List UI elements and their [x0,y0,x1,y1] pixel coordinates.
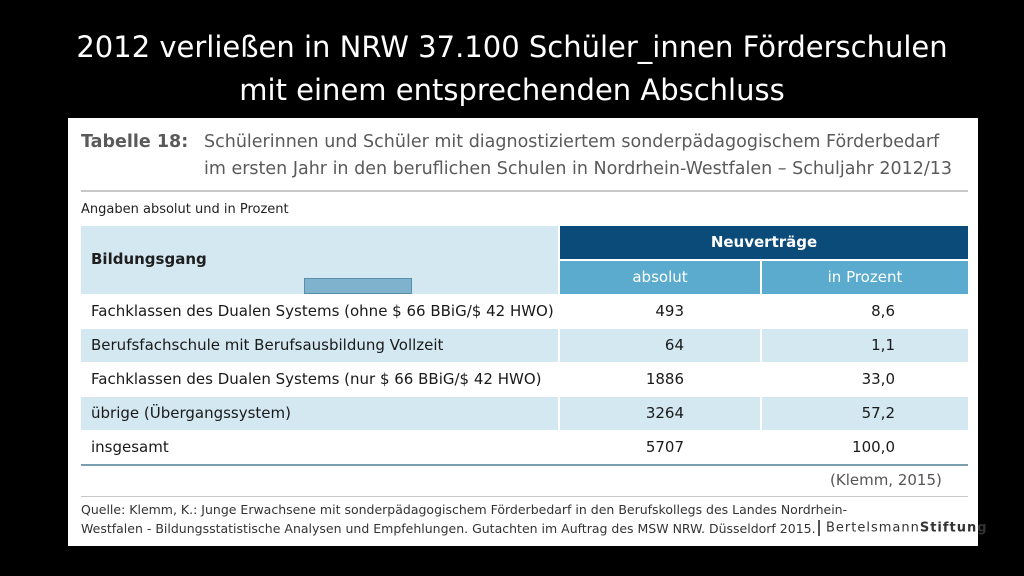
table-caption-line-1: Schülerinnen und Schüler mit diagnostiziertem sonderpädagogischem Förderbedarf [204,132,940,152]
table-row [81,329,968,362]
slide-title-line-1: 2012 verließen in NRW 37.100 Schüler_innen Förderschulen [76,30,948,64]
source-rule [81,496,968,497]
row-label: Berufsfachschule mit Berufsausbildung Vollzeit [81,329,558,362]
table-bottom-rule [81,464,968,466]
row-prozent: 33,0 [861,370,895,388]
header-col-prozent: in Prozent [762,261,968,294]
row-label: Fachklassen des Dualen Systems (ohne $ 66 BBiG/$ 42 HWO) [91,302,554,320]
table-row [81,397,968,430]
row-absolut: 3264 [560,397,760,430]
row-label: insgesamt [91,438,169,456]
citation: (Klemm, 2015) [830,471,942,489]
table-panel [68,118,988,546]
caption-rule [81,190,968,192]
header-col-absolut: absolut [560,261,760,294]
row-prozent: 100,0 [852,438,895,456]
table-caption-line-2: im ersten Jahr in den beruflichen Schulen in Nordrhein-Westfalen – Schuljahr 2012/13 [204,159,953,179]
slide-title [0,26,1024,112]
header-group: Neuverträge [560,226,968,259]
table-row [81,295,968,328]
source-line-2: Westfalen - Bildungsstatistische Analysen und Empfehlungen. Gutachten im Auftrag des MSW NRW. Düsseldorf 2015. [81,520,816,536]
source-line-1: Quelle: Klemm, K.: Junge Erwachsene mit sonderpädagogischem Förderbedarf in den Berufskollegs des Landes Nordrhein- [81,502,848,517]
logo-part-2: Stiftung [919,520,988,536]
units-note: Angaben absolut und in Prozent [81,202,289,217]
bertelsmann-logo [818,520,988,536]
table-row [81,363,968,396]
header-row-label: Bildungsgang [91,250,207,268]
logo-bar-icon [818,520,820,536]
row-absolut: 5707 [645,438,684,456]
row-absolut: 493 [655,302,684,320]
table-number: Tabelle 18: [81,132,189,152]
row-prozent: 8,6 [871,302,895,320]
header-decoration [304,278,412,294]
row-prozent: 57,2 [762,397,968,430]
logo-part-1: Bertelsmann [826,520,920,536]
row-absolut: 64 [560,329,760,362]
slide-title-line-2: mit einem entsprechenden Abschluss [239,73,785,107]
row-label: Fachklassen des Dualen Systems (nur $ 66 BBiG/$ 42 HWO) [91,370,542,388]
row-absolut: 1886 [645,370,684,388]
table-row-total [81,431,968,464]
source-note [81,501,848,538]
row-prozent: 1,1 [762,329,968,362]
row-label: übrige (Übergangssystem) [81,397,558,430]
